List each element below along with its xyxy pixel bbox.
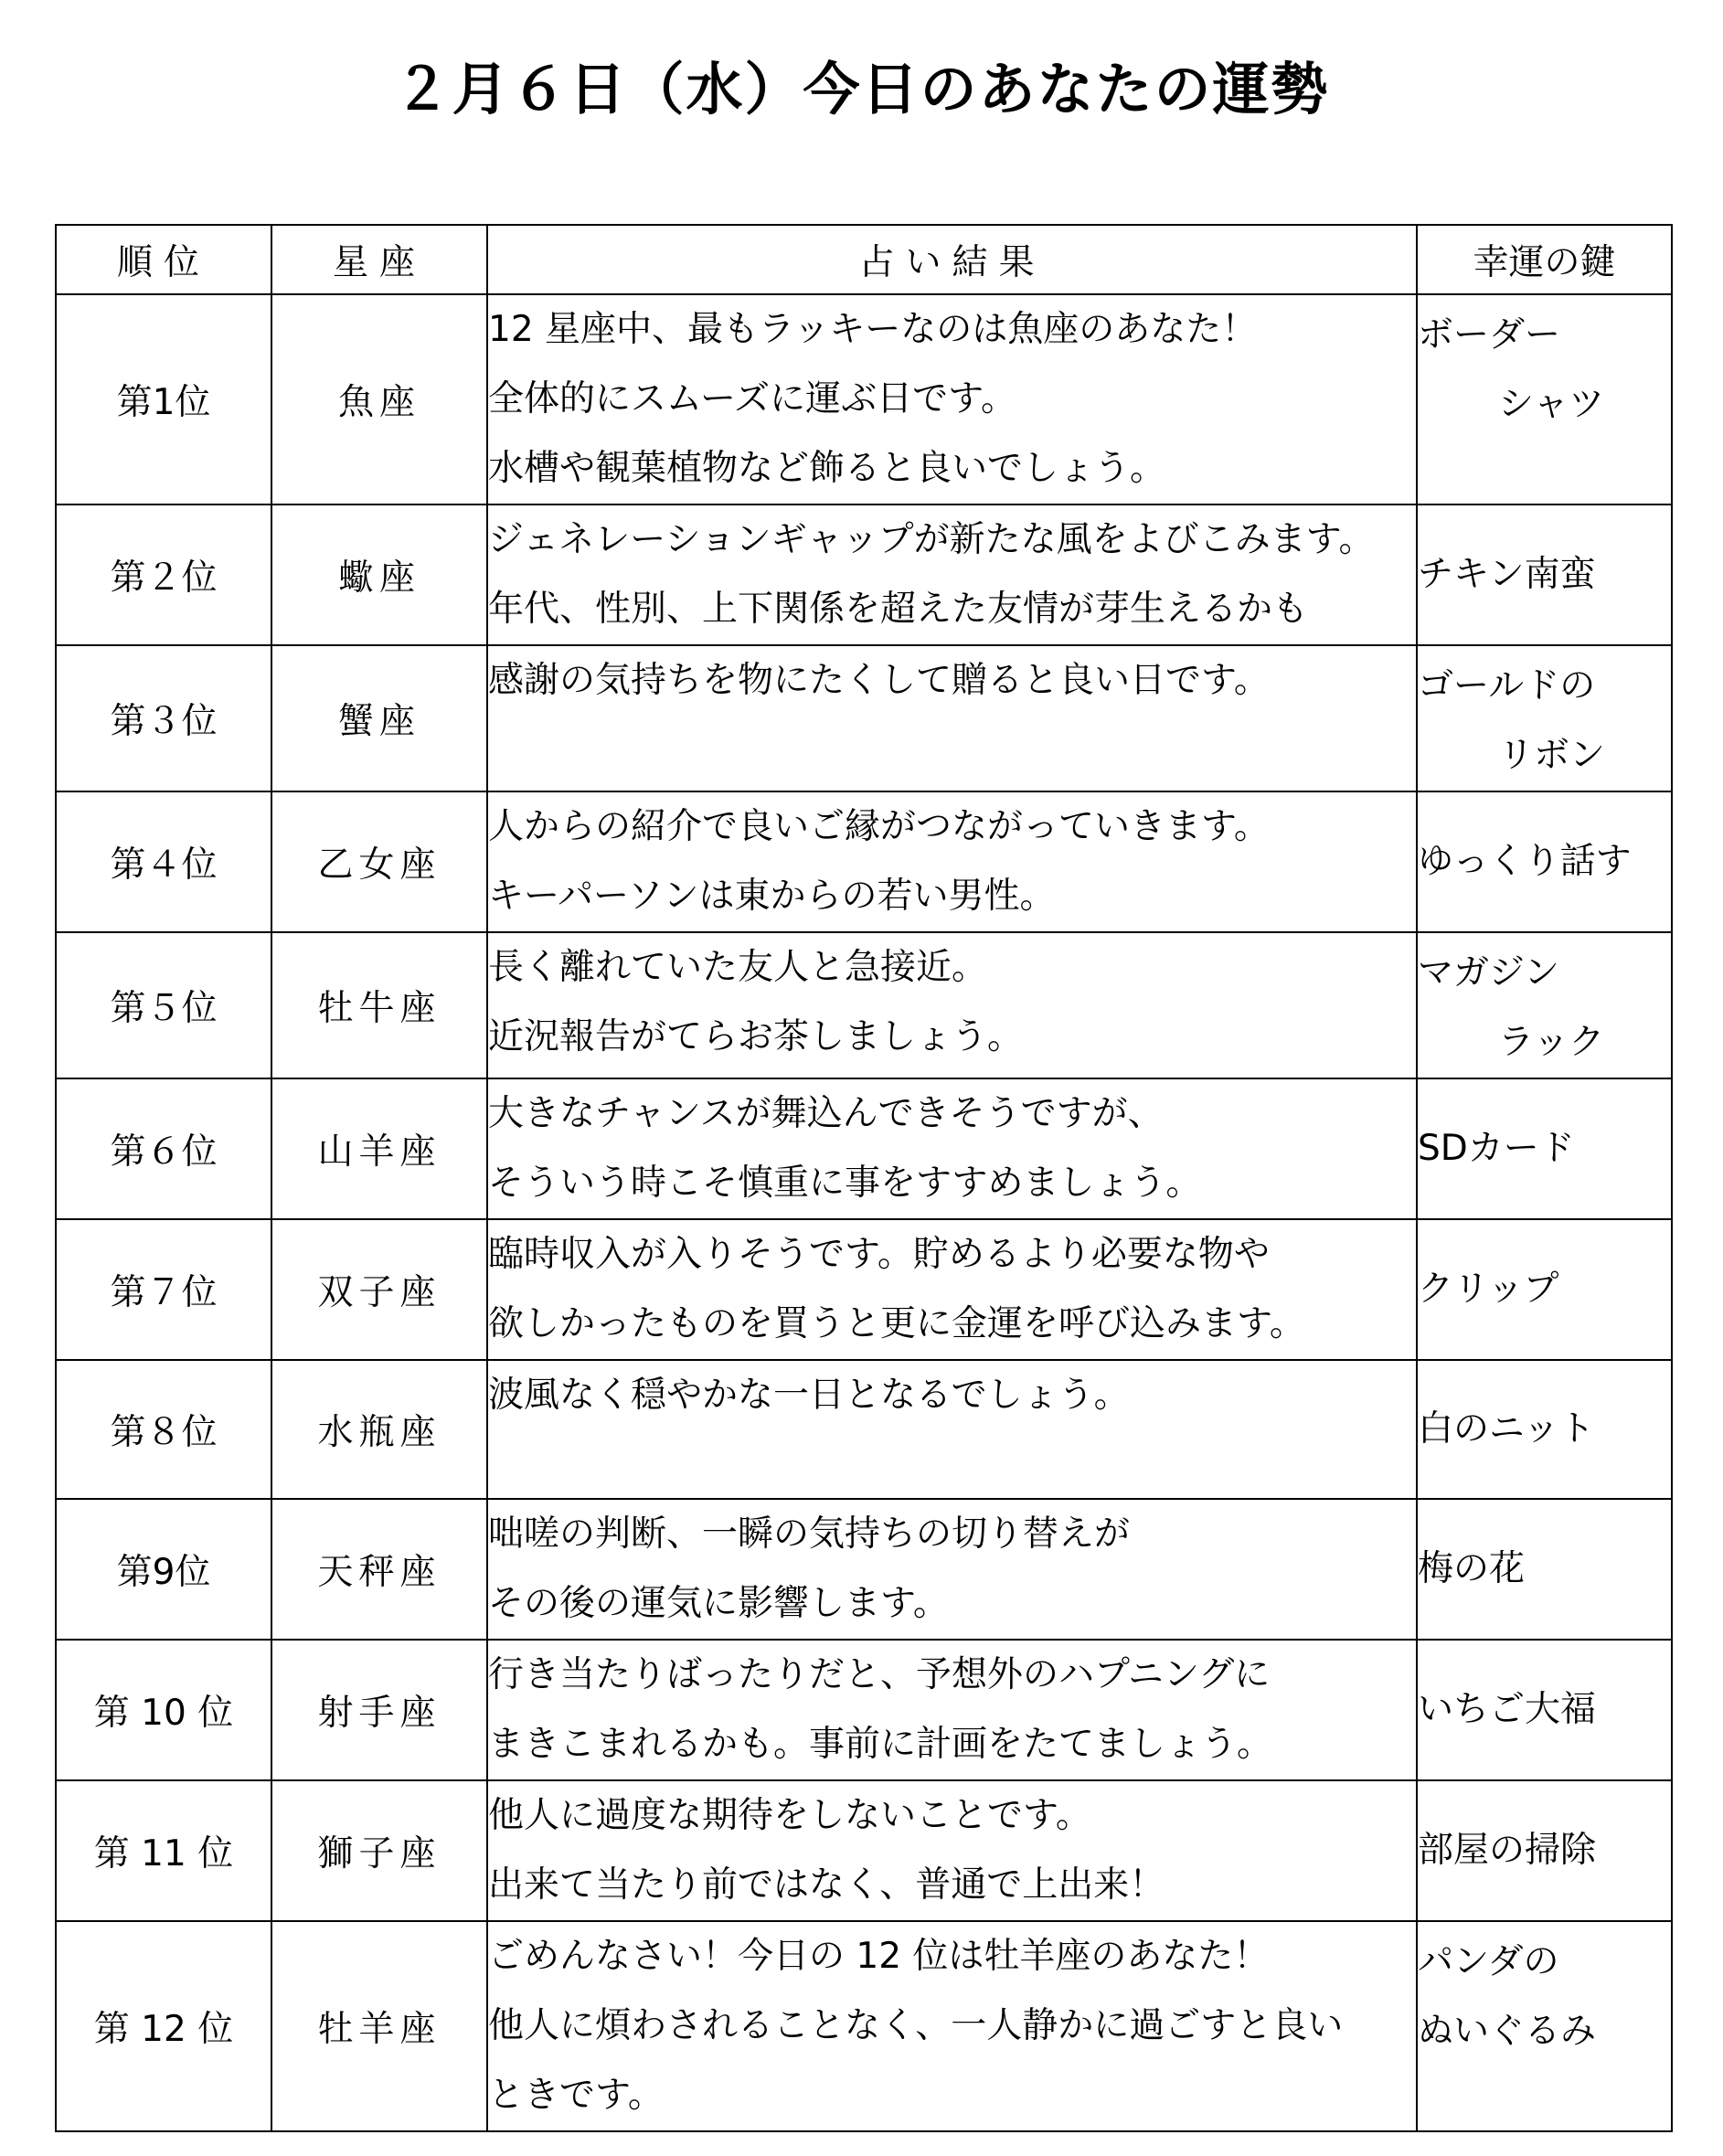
table-row [56, 791, 1672, 932]
result-line: 全体的にスムーズに運ぶ日です。 [488, 378, 1016, 420]
lucky-key-line: ぬいぐるみ [1418, 2011, 1597, 2052]
page-title: ２月６日（水）今日のあなたの運勢 [393, 56, 1330, 122]
result-cell [487, 1921, 1417, 2131]
table-row [56, 504, 1672, 645]
table-row [56, 932, 1672, 1078]
rank-cell: 第 10 位 [56, 1640, 271, 1780]
result-line: 行き当たりばったりだと、予想外のハプニングに [488, 1654, 1271, 1695]
lucky-key-line: ゆっくり話す [1418, 841, 1632, 882]
result-cell [487, 1219, 1417, 1360]
rank-cell: 第３位 [56, 645, 271, 791]
result-line: 他人に過度な期待をしないことです。 [488, 1795, 1091, 1836]
lucky-key-cell [1417, 294, 1672, 504]
header-result: 占い結果 [487, 225, 1417, 294]
sign-cell: 魚座 [271, 294, 487, 504]
table-row [56, 1360, 1672, 1499]
lucky-key-cell [1417, 1078, 1672, 1219]
result-line: ジェネレーションギャップが新たな風をよびこみます。 [488, 519, 1375, 560]
header-row [56, 225, 1672, 294]
lucky-key-cell [1417, 645, 1672, 791]
result-line: 年代、性別、上下関係を超えた友情が芽生えるかも [488, 589, 1309, 630]
rank-cell: 第２位 [56, 504, 271, 645]
result-line: 欲しかったものを買うと更に金運を呼び込みます。 [488, 1303, 1305, 1344]
lucky-key-line: いちご大福 [1418, 1689, 1597, 1730]
result-cell [487, 1640, 1417, 1780]
table-row [56, 294, 1672, 504]
lucky-key-line: ゴールドの [1418, 665, 1596, 706]
result-line: 長く離れていた友人と急接近。 [488, 947, 988, 988]
result-cell [487, 1780, 1417, 1921]
result-cell [487, 1360, 1417, 1499]
lucky-key-line: 梅の花 [1418, 1548, 1526, 1589]
result-line: 波風なく穏やかな一日となるでしょう。 [488, 1375, 1130, 1416]
sign-cell: 水瓶座 [271, 1360, 487, 1499]
lucky-key-line: 白のニット [1418, 1408, 1595, 1450]
rank-cell: 第1位 [56, 294, 271, 504]
lucky-key-line: チキン南蛮 [1418, 554, 1596, 595]
lucky-key-cell [1417, 504, 1672, 645]
lucky-key-line: パンダの [1418, 1941, 1559, 1982]
result-cell [487, 791, 1417, 932]
rank-cell: 第 12 位 [56, 1921, 271, 2131]
lucky-key-cell [1417, 1219, 1672, 1360]
result-line: そういう時こそ慎重に事をすすめましょう。 [488, 1163, 1202, 1204]
result-cell [487, 645, 1417, 791]
rank-cell: 第9位 [56, 1499, 271, 1640]
sign-cell: 乙女座 [271, 791, 487, 932]
header-lucky-key: 幸運の鍵 [1417, 225, 1672, 294]
sign-cell: 牡羊座 [271, 1921, 487, 2131]
rank-cell: 第 11 位 [56, 1780, 271, 1921]
result-line: 臨時収入が入りそうです。貯めるより必要な物や [488, 1234, 1270, 1275]
rank-cell: 第６位 [56, 1078, 271, 1219]
table-row [56, 1921, 1672, 2131]
rank-cell: 第８位 [56, 1360, 271, 1499]
result-line: 人からの紹介で良いご縁がつながっていきます。 [488, 806, 1270, 847]
sign-cell: 蟹座 [271, 645, 487, 791]
header-sign: 星座 [271, 225, 487, 294]
result-cell [487, 932, 1417, 1078]
rank-cell: 第７位 [56, 1219, 271, 1360]
lucky-key-line: クリップ [1418, 1269, 1559, 1310]
sign-cell: 蠍座 [271, 504, 487, 645]
sign-cell: 天秤座 [271, 1499, 487, 1640]
rank-cell: 第４位 [56, 791, 271, 932]
sign-cell: 山羊座 [271, 1078, 487, 1219]
result-line: 出来て当たり前ではなく、普通で上出来！ [488, 1864, 1165, 1906]
lucky-key-line: シャツ [1498, 384, 1605, 425]
lucky-key-cell [1417, 791, 1672, 932]
table-row [56, 1780, 1672, 1921]
result-line: 大きなチャンスが舞込んできそうですが、 [488, 1093, 1164, 1134]
sign-cell: 獅子座 [271, 1780, 487, 1921]
lucky-key-cell [1417, 1360, 1672, 1499]
sign-cell: 牡牛座 [271, 932, 487, 1078]
result-line: ときです。 [488, 2075, 664, 2116]
table-row [56, 1219, 1672, 1360]
result-cell [487, 294, 1417, 504]
lucky-key-line: ボーダー [1418, 314, 1561, 356]
lucky-key-cell [1417, 1780, 1672, 1921]
result-line: ごめんなさい！今日の 12 位は牡羊座のあなた！ [488, 1936, 1270, 1977]
rank-cell: 第５位 [56, 932, 271, 1078]
result-line: 水槽や観葉植物など飾ると良いでしょう。 [488, 448, 1166, 489]
table-row [56, 1499, 1672, 1640]
result-line: 咄嗟の判断、一瞬の気持ちの切り替えが [488, 1513, 1131, 1555]
sign-cell: 射手座 [271, 1640, 487, 1780]
lucky-key-cell [1417, 932, 1672, 1078]
result-line: 他人に煩わされることなく、一人静かに過ごすと良い [488, 2005, 1344, 2046]
lucky-key-line: リボン [1498, 735, 1606, 776]
lucky-key-line: マガジン [1418, 952, 1560, 993]
result-line: まきこまれるかも。事前に計画をたてましょう。 [488, 1724, 1273, 1765]
lucky-key-cell [1417, 1499, 1672, 1640]
sign-cell: 双子座 [271, 1219, 487, 1360]
result-line: その後の運気に影響します。 [488, 1583, 949, 1624]
table-row [56, 1078, 1672, 1219]
lucky-key-line: ラック [1498, 1022, 1605, 1063]
result-line: キーパーソンは東からの若い男性。 [488, 876, 1056, 917]
table-row [56, 1640, 1672, 1780]
header-rank: 順位 [56, 225, 271, 294]
lucky-key-line: SDカード [1418, 1128, 1575, 1169]
lucky-key-cell [1417, 1921, 1672, 2131]
result-line: 感謝の気持ちを物にたくして贈ると良い日です。 [488, 660, 1270, 701]
result-cell [487, 504, 1417, 645]
result-line: 12 星座中、最もラッキーなのは魚座のあなた！ [488, 309, 1258, 350]
result-cell [487, 1499, 1417, 1640]
table-row [56, 645, 1672, 791]
lucky-key-cell [1417, 1640, 1672, 1780]
result-cell [487, 1078, 1417, 1219]
lucky-key-line: 部屋の掃除 [1418, 1830, 1597, 1871]
result-line: 近況報告がてらお茶しましょう。 [488, 1016, 1024, 1057]
fortune-table [55, 224, 1673, 2132]
